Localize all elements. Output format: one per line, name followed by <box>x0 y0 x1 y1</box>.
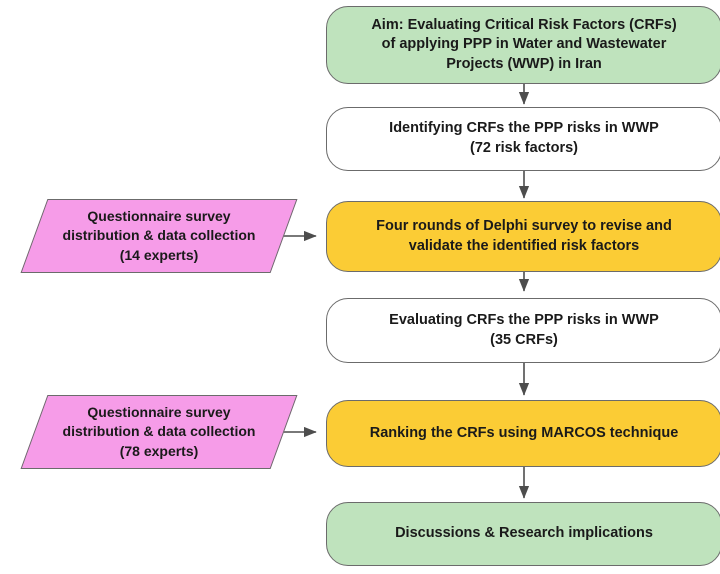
node-delphi-survey <box>326 201 720 272</box>
node-ranking-marcos <box>326 400 720 467</box>
node-identify-line-1: Identifying CRFs the PPP risks in WWP <box>389 120 659 137</box>
node-discussions-line-1: Discussions & Research implications <box>395 525 653 542</box>
node-evaluate-crfs <box>326 298 720 363</box>
node-survey14-line-3: (14 experts) <box>119 246 199 263</box>
node-identify-crfs <box>326 107 720 171</box>
node-aim-line-2: of applying PPP in Water and Wastewater <box>381 36 667 53</box>
node-aim <box>326 6 720 84</box>
node-survey78-line-1: Questionnaire survey <box>87 403 231 420</box>
node-delphi-line-1: Four rounds of Delphi survey to revise and <box>376 217 672 234</box>
node-survey-14-experts <box>21 199 298 273</box>
node-survey-78-experts <box>21 395 298 469</box>
node-aim-line-3: Projects (WWP) in Iran <box>446 55 602 72</box>
node-evaluate-line-2: (35 CRFs) <box>490 331 558 348</box>
node-evaluate-line-1: Evaluating CRFs the PPP risks in WWP <box>389 311 659 328</box>
node-identify-line-2: (72 risk factors) <box>469 140 578 156</box>
node-delphi-line-2: validate the identified risk factors <box>408 237 640 254</box>
node-survey78-line-3: (78 experts) <box>119 442 199 459</box>
node-ranking-line-1: Ranking the CRFs using MARCOS technique <box>369 424 679 441</box>
node-survey78-line-2: distribution & data collection <box>62 423 256 440</box>
node-discussions <box>326 502 720 566</box>
node-survey14-line-1: Questionnaire survey <box>87 207 231 224</box>
node-survey14-line-2: distribution & data collection <box>62 227 256 244</box>
node-aim-line-1: Aim: Evaluating Critical Risk Factors (CRFs) <box>371 16 677 33</box>
